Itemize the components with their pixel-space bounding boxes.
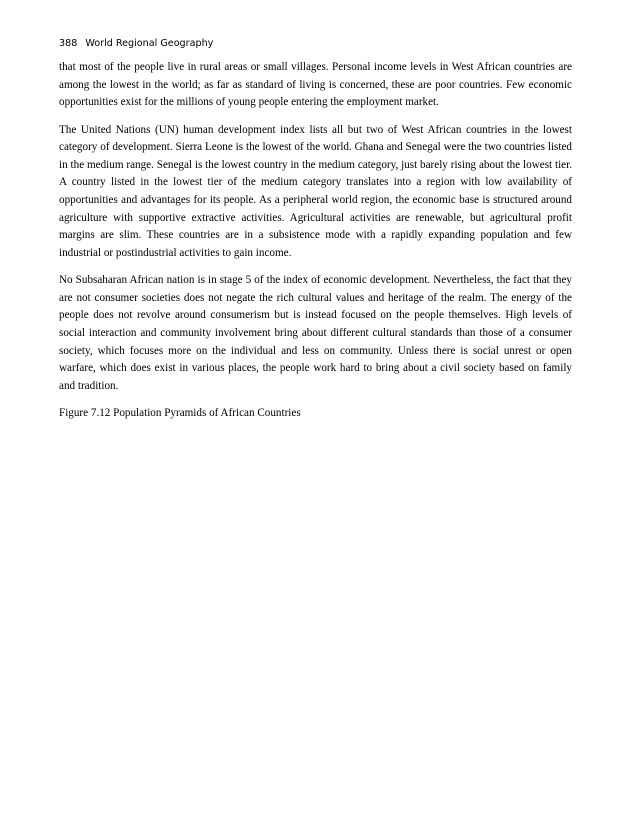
running-header xyxy=(59,38,213,49)
paragraph-rural-income: that most of the people live in rural areas or small villages. Personal income levels in West African countries are among the lowest in the world; as far as standard of living is concerned, these are poor countries. Few economic opportunities exist for the millions of young people entering the employment market. xyxy=(59,61,572,109)
book-title: World Regional Geography xyxy=(85,38,214,49)
figure-caption: Figure 7.12 Population Pyramids of African Countries xyxy=(59,407,301,420)
body-text xyxy=(59,59,572,432)
page-number: 388 xyxy=(59,38,78,49)
paragraph-human-development-index: The United Nations (UN) human development index lists all but two of West African countries in the lowest category of development. Sierra Leone is the lowest of the world. Ghana and Senegal were the two countries listed in the medium range. Senegal is the lowest country in the medium category, just barely rising about the lowest tier. A country listed in the lowest tier of the medium category translates into a region with low availability of opportunities and advantages for its people. As a peripheral world region, the economic base is structured around agriculture with supportive extractive activities. Agricultural activities are renewable, but agricultural profit margins are slim. These countries are in a subsistence mode with a rapidly expanding population and few industrial or postindustrial activities to gain income. xyxy=(59,123,572,259)
paragraph-cultural-values: No Subsaharan African nation is in stage 5 of the index of economic development. Nevertheless, the fact that they are not consumer societies does not negate the rich cultural values and heritage of the realm. The energy of the people does not revolve around consumerism but is instead focused on the people themselves. High levels of social interaction and community involvement bring about different cultural standards than those of a consumer society, which focuses more on the individual and less on community. Unless there is social unrest or open warfare, which does exist in various places, the people work hard to bring about a civil society based on family and tradition. xyxy=(59,274,572,392)
